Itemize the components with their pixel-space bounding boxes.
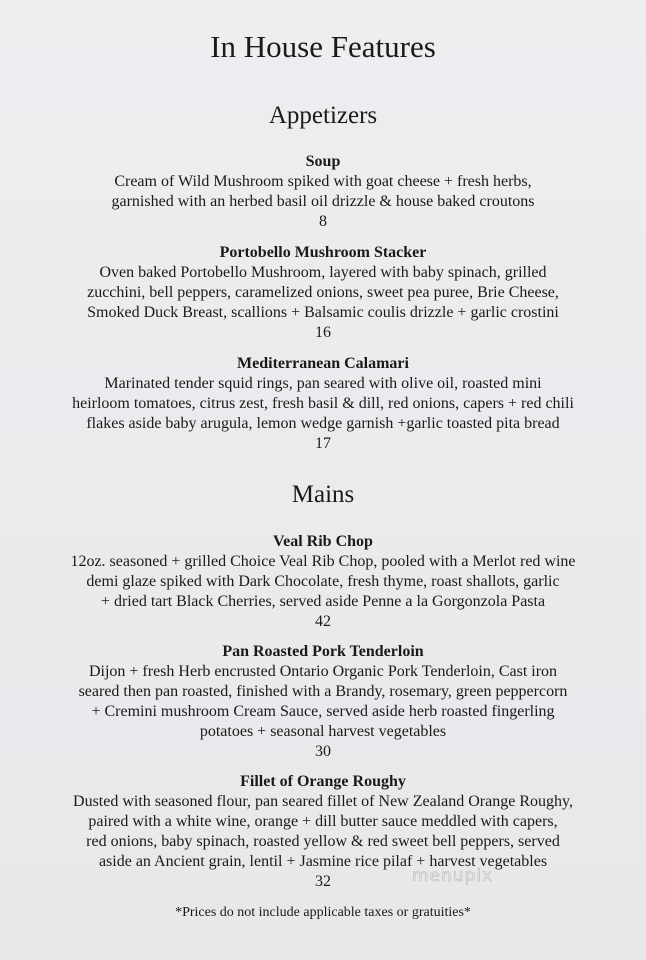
menu-item-portobello-mushroom-stacker: [10, 243, 636, 343]
item-description-line: + dried tart Black Cherries, served aside Penne a la Gorgonzola Pasta: [100, 593, 546, 610]
menu-item-veal-rib-chop: [10, 532, 636, 632]
item-description-line: 12oz. seasoned + grilled Choice Veal Rib Chop, pooled with a Merlot red wine: [70, 553, 576, 570]
item-name: Veal Rib Chop: [273, 533, 373, 550]
item-price: 17: [315, 435, 331, 452]
item-description: [10, 263, 636, 323]
item-price: 8: [319, 213, 327, 230]
item-description: [10, 172, 636, 212]
item-name: Mediterranean Calamari: [237, 355, 409, 372]
item-price: 30: [315, 743, 331, 760]
item-name: Soup: [305, 153, 341, 170]
item-description: [10, 662, 636, 742]
item-description-line: flakes aside baby arugula, lemon wedge garnish +garlic toasted pita bread: [86, 415, 560, 432]
item-description-line: demi glaze spiked with Dark Chocolate, fresh thyme, roast shallots, garlic: [86, 573, 560, 590]
menu-item-mediterranean-calamari: [10, 354, 636, 454]
item-description-line: seared then pan roasted, finished with a Brandy, rosemary, green peppercorn: [78, 683, 568, 700]
menu-item-soup: [10, 152, 636, 232]
item-description-line: Oven baked Portobello Mushroom, layered with baby spinach, grilled: [99, 264, 547, 281]
menupix-watermark: menupix: [412, 866, 494, 886]
menu-item-fillet-of-orange-roughy: [10, 772, 636, 892]
section-heading-appetizers: Appetizers: [268, 102, 378, 129]
item-name: Fillet of Orange Roughy: [240, 773, 406, 790]
item-description-line: heirloom tomatoes, citrus zest, fresh basil & dill, red onions, capers + red chili: [72, 395, 574, 412]
item-description-line: potatoes + seasonal harvest vegetables: [199, 723, 447, 740]
item-price: 16: [315, 324, 331, 341]
item-description-line: red onions, baby spinach, roasted yellow & red sweet bell peppers, served: [86, 833, 560, 850]
item-description-line: Dusted with seasoned flour, pan seared fillet of New Zealand Orange Roughy,: [73, 793, 573, 810]
item-description: [10, 792, 636, 872]
item-description-line: Smoked Duck Breast, scallions + Balsamic coulis drizzle + garlic crostini: [87, 304, 559, 321]
item-name: Portobello Mushroom Stacker: [219, 244, 427, 261]
item-description-line: + Cremini mushroom Cream Sauce, served aside herb roasted fingerling: [91, 703, 555, 720]
item-price: 32: [315, 873, 331, 890]
item-price: 42: [315, 613, 331, 630]
item-description-line: garnished with an herbed basil oil drizzle & house baked croutons: [111, 193, 535, 210]
page-title: In House Features: [210, 29, 436, 64]
item-description-line: Cream of Wild Mushroom spiked with goat cheese + fresh herbs,: [114, 173, 532, 190]
section-heading-mains: Mains: [291, 481, 355, 508]
item-description: [10, 374, 636, 434]
menu-item-pan-roasted-pork-tenderloin: [10, 642, 636, 762]
item-name: Pan Roasted Pork Tenderloin: [222, 643, 424, 660]
item-description-line: Dijon + fresh Herb encrusted Ontario Organic Pork Tenderloin, Cast iron: [88, 663, 558, 680]
item-description-line: zucchini, bell peppers, caramelized onions, sweet pea puree, Brie Cheese,: [87, 284, 559, 301]
price-footnote: *Prices do not include applicable taxes or gratuities*: [175, 905, 471, 920]
item-description-line: aside an Ancient grain, lentil + Jasmine rice pilaf + harvest vegetables: [98, 853, 548, 870]
item-description: [10, 552, 636, 612]
item-description-line: paired with a white wine, orange + dill butter sauce meddled with capers,: [88, 813, 558, 830]
item-description-line: Marinated tender squid rings, pan seared with olive oil, roasted mini: [104, 375, 542, 392]
